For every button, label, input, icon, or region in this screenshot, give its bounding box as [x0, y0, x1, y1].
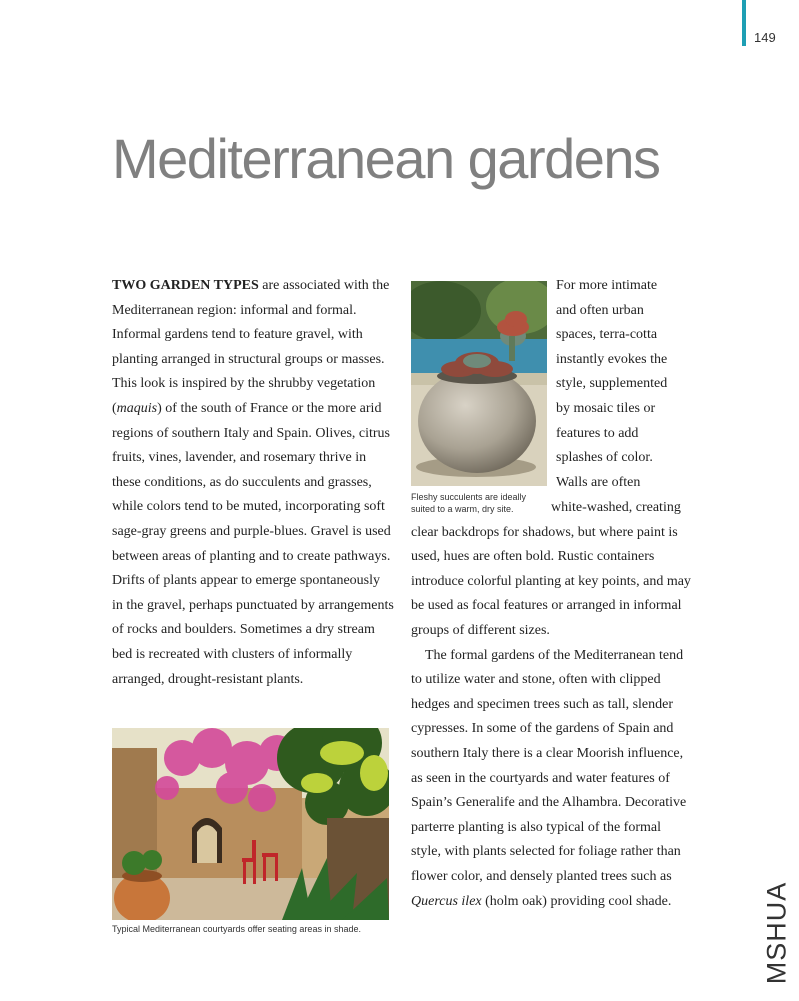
wrap-line: and often urban — [556, 302, 644, 318]
intro-text-b: ) of the south of France or the more arid regions of southern Italy and Spain. Olives, citrus fruits, vines, lavender, and rosemary thrive in these conditions, as do succulents and grasses, while colors tend to be muted, incorporating soft sage-gray greens and purple-blues. Gravel is used between areas of planting and to create pathways. Drifts of plants appear to emerge spontaneously in the gravel, perhaps punctuated by arrangements of rocks and boulders. Sometimes a dry stream bed is recreated with clusters of informally arranged, drought-resistant plants. — [112, 400, 394, 687]
wrap-line: Walls are often — [556, 474, 641, 490]
side-tab-text: MSHUA — [761, 881, 792, 984]
wrap-line: splashes of color. — [556, 450, 653, 466]
page-number: 149 — [754, 30, 776, 45]
wrap-line: For more intimate — [556, 278, 658, 293]
courtyard-caption: Typical Mediterranean courtyards offer seating areas in shade. — [112, 924, 361, 934]
formal-text-b: (holm oak) providing cool shade. — [481, 893, 672, 909]
formal-text-a: The formal gardens of the Mediterranean tend to utilize water and stone, often with clipped hedges and specimen trees such as tall, slender cypresses. In some of the gardens of Spain and southern Italy there is a clear Moorish influence, as seen in the courtyards and water features of Spain’s Generalife and the Alhambra. Decorative parterre planting is also typical of the formal style, with plants selected for foliage rather than flower color, and densely planted trees such as — [411, 647, 687, 884]
wrap-text — [556, 274, 688, 495]
page-accent-bar — [742, 0, 746, 46]
column-2 — [411, 496, 691, 914]
intro-italic: maquis — [116, 400, 158, 416]
formal-italic: Quercus ilex — [411, 893, 482, 909]
succulent-caption: Fleshy succulents are ideally suited to a warm, dry site. — [411, 492, 527, 514]
intro-text-a: are associated with the Mediterranean region: informal and formal. Informal gardens tend to feature gravel, with planting arranged in structural groups or masses. This look is inspired by the shrubby vegetation ( — [112, 278, 390, 416]
intro-paragraph — [112, 274, 394, 692]
side-tab-label — [760, 880, 794, 985]
wrap-line: style, supplemented — [556, 376, 668, 392]
page-title: Mediterranean gardens — [112, 127, 660, 190]
lead-in: TWO GARDEN TYPES — [112, 278, 259, 293]
succulent-photo — [411, 281, 547, 486]
wrap-line: spaces, terra-cotta — [556, 327, 658, 343]
column-1 — [112, 274, 394, 692]
courtyard-photo — [112, 728, 389, 920]
walls-paragraph: white-washed, creating clear backdrops for shadows, but where paint is used, hues are often bold. Rustic containers introduce colorful planting at key points, and may be used as focal features or arranged in informal groups of different sizes. — [411, 500, 691, 638]
wrap-line: by mosaic tiles or — [556, 400, 656, 416]
formal-paragraph — [411, 644, 691, 915]
wrap-line: instantly evokes the — [556, 351, 668, 367]
wrap-line: features to add — [556, 425, 639, 441]
